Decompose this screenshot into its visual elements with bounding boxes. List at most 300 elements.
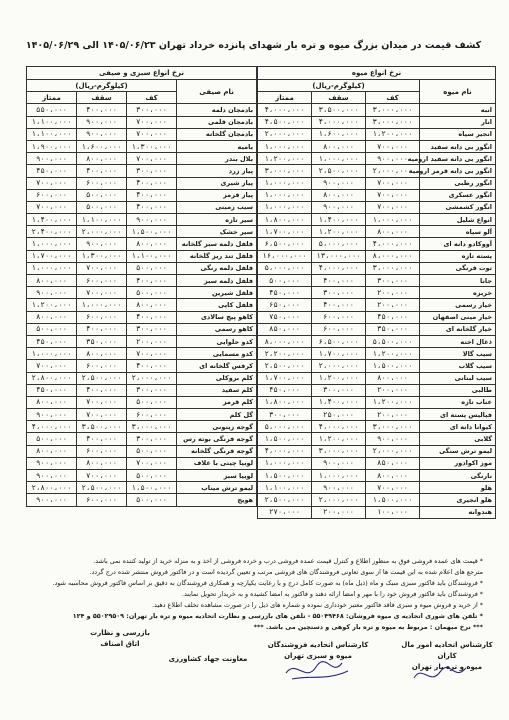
veg-name-cell: گل کلم bbox=[177, 409, 257, 421]
fruit-avg-price-cell: ۴۵۰،۰۰۰ bbox=[258, 287, 312, 299]
fruit-row bbox=[258, 177, 496, 189]
fruit-min-price-cell: ۳،۰۰۰،۰۰۰ bbox=[366, 421, 420, 433]
fruit-name-cell: خیار مینی اصفهان bbox=[420, 311, 496, 323]
veg-avg-price-cell: ۲،۸۰۰،۰۰۰ bbox=[27, 372, 77, 384]
veg-max-price-cell: ۷۰۰،۰۰۰ bbox=[77, 409, 127, 421]
fruit-max-price-cell: ۳،۰۰۰،۰۰۰ bbox=[312, 445, 366, 457]
fruit-row bbox=[258, 433, 496, 445]
fruit-min-price-cell: ۱،۵۰۰،۰۰۰ bbox=[366, 360, 420, 372]
veg-row bbox=[27, 372, 257, 384]
fruit-row bbox=[258, 189, 496, 201]
fruit-avg-price-cell: ۲،۰۰۰،۰۰۰ bbox=[258, 128, 312, 140]
fruit-avg-price-cell: ۵،۰۰۰،۰۰۰ bbox=[258, 262, 312, 274]
veg-min-price-cell: ۵۰۰،۰۰۰ bbox=[127, 396, 177, 408]
fruit-avg-price-cell: ۱،۰۰۰،۰۰۰ bbox=[258, 457, 312, 469]
veg-max-price-cell: ۴۰۰،۰۰۰ bbox=[77, 384, 127, 396]
fruit-min-price-cell: ۲۰۰،۰۰۰ bbox=[366, 299, 420, 311]
fruit-row bbox=[258, 116, 496, 128]
fruit-avg-price-cell: ۱۶،۰۰۰،۰۰۰ bbox=[258, 250, 312, 262]
veg-row bbox=[27, 238, 257, 250]
veg-avg-price-cell: ۱،۷۰۰،۰۰۰ bbox=[27, 250, 77, 262]
fruit-avg-price-cell: ۱،۱۰۰،۰۰۰ bbox=[258, 482, 312, 494]
veg-row bbox=[27, 189, 257, 201]
veg-avg-price-cell: ۶۰۰،۰۰۰ bbox=[27, 189, 77, 201]
veg-min-price-cell: ۷۰۰،۰۰۰ bbox=[127, 457, 177, 469]
fruit-min-price-cell: ۱،۲۰۰،۰۰۰ bbox=[366, 396, 420, 408]
veg-name-cell: بادمجان گلخانه bbox=[177, 128, 257, 140]
veg-row bbox=[27, 311, 257, 323]
veg-min-price-cell: ۳،۰۰۰،۰۰۰ bbox=[127, 421, 177, 433]
fruit-row bbox=[258, 262, 496, 274]
fruit-name-cell: هلو bbox=[420, 482, 496, 494]
veg-max-price-cell: ۹۰۰،۰۰۰ bbox=[77, 128, 127, 140]
veg-min-price-cell: ۸۰۰،۰۰۰ bbox=[127, 238, 177, 250]
veg-min-price-cell: ۱،۵۰۰،۰۰۰ bbox=[127, 226, 177, 238]
fruit-min-price-cell: ۳،۰۰۰،۰۰۰ bbox=[366, 104, 420, 116]
veg-avg-price-cell: ۱،۱۰۰،۰۰۰ bbox=[27, 116, 77, 128]
guild-chamber-label: اتاق اصناف bbox=[100, 640, 140, 648]
fruit-max-price-cell: ۹۰۰،۰۰۰ bbox=[312, 482, 366, 494]
fruit-max-price-cell: ۱،۴۰۰،۰۰۰ bbox=[312, 214, 366, 226]
agriculture-label: معاونت جهاد کشاورزی bbox=[168, 655, 248, 663]
fruit-row bbox=[258, 128, 496, 140]
fruit-max-price-cell: ۹۰۰،۰۰۰ bbox=[312, 201, 366, 213]
fruit-name-cell: انبه bbox=[420, 104, 496, 116]
veg-avg-price-cell: ۵۰۰،۰۰۰ bbox=[27, 433, 77, 445]
fruit-avg-price-cell: ۱،۷۰۰،۰۰۰ bbox=[258, 226, 312, 238]
veg-max-price-cell: ۷۰۰،۰۰۰ bbox=[77, 287, 127, 299]
fruit-max-price-cell: ۱،۲۰۰،۰۰۰ bbox=[312, 226, 366, 238]
veg-avg-price-cell: ۴۵۰،۰۰۰ bbox=[27, 335, 77, 347]
fruit-avg-price-cell: ۲،۵۰۰،۰۰۰ bbox=[258, 494, 312, 506]
fruit-avg-price-cell: ۸۵۰،۰۰۰ bbox=[258, 323, 312, 335]
fruit-row bbox=[258, 226, 496, 238]
veg-min-price-cell: ۵۰۰،۰۰۰ bbox=[127, 287, 177, 299]
veg-min-price-cell: ۱،۳۰۰،۰۰۰ bbox=[127, 140, 177, 152]
veg-max-price-cell: ۶۰۰،۰۰۰ bbox=[77, 311, 127, 323]
fruit-min-price-cell: ۸،۰۰۰،۰۰۰ bbox=[366, 250, 420, 262]
fruit-min-price-cell: ۳،۰۰۰،۰۰۰ bbox=[366, 262, 420, 274]
veg-max-price-cell: ۲،۵۰۰،۰۰۰ bbox=[77, 482, 127, 494]
fruit-name-cell: خربزه bbox=[420, 287, 496, 299]
fruit-min-price-cell: ۸۰۰،۰۰۰ bbox=[366, 372, 420, 384]
fruit-name-cell: پسته تازه bbox=[420, 250, 496, 262]
fruit-min-price-cell: ۹۰۰،۰۰۰ bbox=[366, 153, 420, 165]
veg-avg-price-cell: ۹۰۰،۰۰۰ bbox=[27, 287, 77, 299]
fruit-max-price-cell: ۴۰۰،۰۰۰ bbox=[312, 299, 366, 311]
veg-row bbox=[27, 262, 257, 274]
fruit-max-price-cell: ۸۰۰،۰۰۰ bbox=[312, 189, 366, 201]
veg-name-cell: پیاز شیری bbox=[177, 177, 257, 189]
veg-name-cell: بامیه bbox=[177, 140, 257, 152]
veg-min-price-cell: ۱،۱۰۰،۰۰۰ bbox=[127, 250, 177, 262]
veg-name-cell: پیاز قرمز bbox=[177, 189, 257, 201]
fruit-table-body bbox=[258, 104, 496, 518]
note-line: * فروشندگان باید فاکتور فروش خود را با مهر و امضا ارائه دهند و فاکتور به امضا کشیده و به خریدار تحویل نمایند. bbox=[181, 590, 483, 598]
veg-row bbox=[27, 494, 257, 506]
veg-avg-price-cell: ۱،۴۰۰،۰۰۰ bbox=[27, 214, 77, 226]
veg-avg-price-cell: ۸۰۰،۰۰۰ bbox=[27, 445, 77, 457]
fruit-name-cell: جانا bbox=[420, 275, 496, 287]
fruit-name-cell: گلابی bbox=[420, 433, 496, 445]
fruit-row bbox=[258, 275, 496, 287]
fruit-min-price-cell: ۱،۰۰۰،۰۰۰ bbox=[366, 214, 420, 226]
fruit-row bbox=[258, 214, 496, 226]
veg-row bbox=[27, 214, 257, 226]
veg-min-price-cell: ۵۰۰،۰۰۰ bbox=[127, 262, 177, 274]
veg-max-price-cell: ۴۰۰،۰۰۰ bbox=[77, 165, 127, 177]
fruit-avg-price-cell: ۴۵۰،۰۰۰ bbox=[258, 384, 312, 396]
fruit-max-price-cell: ۹۰۰،۰۰۰ bbox=[312, 177, 366, 189]
veg-row bbox=[27, 445, 257, 457]
fruit-avg-price-cell: ۶،۵۰۰،۰۰۰ bbox=[258, 238, 312, 250]
sellers-union-expert-label: کارشناس اتحادیه فروشندگان bbox=[267, 641, 369, 649]
signature-agriculture bbox=[158, 654, 258, 665]
veg-unit-header: (کیلوگرم-ریال) bbox=[27, 80, 177, 92]
fruit-row bbox=[258, 311, 496, 323]
veg-min-price-cell: ۴۰۰،۰۰۰ bbox=[127, 177, 177, 189]
note-line-premium: *** نرخ میهمان : مربوط به میوه و تره بار کوهی و دستچین می باشد. *** bbox=[253, 623, 483, 631]
veg-min-price-cell: ۳۰۰،۰۰۰ bbox=[127, 323, 177, 335]
veg-name-cell: کاهو رسمی bbox=[177, 323, 257, 335]
veg-max-price-cell: ۹۰۰،۰۰۰ bbox=[77, 238, 127, 250]
fruit-row bbox=[258, 140, 496, 152]
veg-name-cell: کاهو پیچ سالادی bbox=[177, 311, 257, 323]
veg-min-price-cell: ۳۰۰،۰۰۰ bbox=[127, 384, 177, 396]
fruit-max-price-cell: ۳،۵۰۰،۰۰۰ bbox=[312, 104, 366, 116]
fruit-max-price-cell: ۹۰۰،۰۰۰ bbox=[312, 457, 366, 469]
fruit-max-price-cell: ۱،۴۰۰،۰۰۰ bbox=[312, 396, 366, 408]
fruit-avg-price-cell: ۲۷۰،۰۰۰ bbox=[258, 506, 312, 518]
fruit-row bbox=[258, 323, 496, 335]
veg-max-price-cell: ۱،۶۰۰،۰۰۰ bbox=[77, 140, 127, 152]
veg-avg-price-cell: ۹۰۰،۰۰۰ bbox=[27, 457, 77, 469]
veg-max-price-cell: ۶۰۰،۰۰۰ bbox=[77, 360, 127, 372]
fruit-avg-price-cell: ۱،۷۰۰،۰۰۰ bbox=[258, 372, 312, 384]
veg-row bbox=[27, 335, 257, 347]
fruit-max-price-cell: ۲،۰۰۰،۰۰۰ bbox=[312, 360, 366, 372]
fruit-row bbox=[258, 238, 496, 250]
veg-name-cell: گوجه فرنگی بوته رس bbox=[177, 433, 257, 445]
fruit-name-cell: سیب لبنانی bbox=[420, 372, 496, 384]
fruit-max-price-cell: ۱،۷۰۰،۰۰۰ bbox=[312, 348, 366, 360]
fruit-min-price-cell: ۸۰۰،۰۰۰ bbox=[366, 470, 420, 482]
veg-max-price-cell: ۳۵۰،۰۰۰ bbox=[77, 335, 127, 347]
fruit-name-cell: هلو انجیری bbox=[420, 494, 496, 506]
veg-min-price-cell: ۹۰۰،۰۰۰ bbox=[127, 214, 177, 226]
fruit-row bbox=[258, 482, 496, 494]
veg-max-price-cell: ۹۰۰،۰۰۰ bbox=[77, 116, 127, 128]
fruit-name-cell: توت فرنگی bbox=[420, 262, 496, 274]
fruit-avg-price-cell: ۶۵۰،۰۰۰ bbox=[258, 299, 312, 311]
veg-name-cell: فلفل شیرین bbox=[177, 287, 257, 299]
veg-max-price-cell: ۱،۰۰۰،۰۰۰ bbox=[77, 299, 127, 311]
veg-avg-price-cell: ۹۰۰،۰۰۰ bbox=[27, 409, 77, 421]
veg-min-price-cell: ۳۰۰،۰۰۰ bbox=[127, 433, 177, 445]
fruit-avg-price-cell: ۱،۲۰۰،۰۰۰ bbox=[258, 153, 312, 165]
fruit-min-price-cell: ۴۵۰،۰۰۰ bbox=[366, 311, 420, 323]
fruit-name-cell: انواع شلیل bbox=[420, 214, 496, 226]
fruit-name-cell: انگور بی دانه سفید ارومیه bbox=[420, 153, 496, 165]
fruit-avg-price-cell: ۵۰۰،۰۰۰ bbox=[258, 275, 312, 287]
fruit-max-price-cell: ۴،۰۰۰،۰۰۰ bbox=[312, 262, 366, 274]
veg-name-cell: لوبیا چیتی با غلاف bbox=[177, 457, 257, 469]
fruit-avg-price-cell: ۳۰۰،۰۰۰ bbox=[258, 409, 312, 421]
veg-row bbox=[27, 348, 257, 360]
veg-min-price-cell: ۴۰۰،۰۰۰ bbox=[127, 275, 177, 287]
veg-row bbox=[27, 250, 257, 262]
veg-max-price-cell: ۲،۵۰۰،۰۰۰ bbox=[77, 372, 127, 384]
fruit-name-cell: انگور عسکری bbox=[420, 189, 496, 201]
veg-max-price-cell: ۴۰۰،۰۰۰ bbox=[77, 433, 127, 445]
veg-name-cell: هویج bbox=[177, 494, 257, 506]
veg-max-price-cell: ۶۰۰،۰۰۰ bbox=[77, 494, 127, 506]
fruit-max-price-cell: ۶۰۰،۰۰۰ bbox=[312, 323, 366, 335]
veg-max-price-cell: ۷۰۰،۰۰۰ bbox=[77, 396, 127, 408]
fruit-avg-price-cell: ۷۵۰،۰۰۰ bbox=[258, 311, 312, 323]
notes-section bbox=[30, 556, 483, 633]
fruit-avg-price-cell: ۲،۵۰۰،۰۰۰ bbox=[258, 360, 312, 372]
fruit-name-cell: انجیر سیاه bbox=[420, 128, 496, 140]
fruit-min-price-cell: ۸۰۰،۰۰۰ bbox=[366, 226, 420, 238]
fruit-name-cell: خیار گلخانه ای bbox=[420, 323, 496, 335]
veg-row bbox=[27, 275, 257, 287]
fruit-avg-price-cell: ۱،۵۰۰،۰۰۰ bbox=[258, 470, 312, 482]
veg-avg-price-cell: ۹۰۰،۰۰۰ bbox=[27, 153, 77, 165]
veg-max-price-cell: ۴۰۰،۰۰۰ bbox=[77, 104, 127, 116]
fruit-min-price-cell: ۲۰۰،۰۰۰ bbox=[366, 384, 420, 396]
fruit-row bbox=[258, 494, 496, 506]
fruit-name-cell: ذغال اخته bbox=[420, 335, 496, 347]
veg-avg-price-cell: ۴۵۰،۰۰۰ bbox=[27, 165, 77, 177]
fruit-avg-price-cell: ۴،۵۰۰،۰۰۰ bbox=[258, 116, 312, 128]
veg-row bbox=[27, 457, 257, 469]
veg-max-price-cell: ۶۰۰،۰۰۰ bbox=[77, 275, 127, 287]
fruit-max-price-cell: ۱،۶۰۰،۰۰۰ bbox=[312, 128, 366, 140]
fruit-avg-price-cell: ۴،۰۰۰،۰۰۰ bbox=[258, 104, 312, 116]
veg-name-cell: بلال بندر bbox=[177, 153, 257, 165]
veg-row bbox=[27, 177, 257, 189]
fruit-avg-price-cell: ۱،۰۰۰،۰۰۰ bbox=[258, 201, 312, 213]
veg-min-price-cell: ۱،۵۰۰،۰۰۰ bbox=[127, 482, 177, 494]
fruit-min-price-cell: ۳۵۰،۰۰۰ bbox=[366, 323, 420, 335]
fruit-min-price-cell: ۹۰۰،۰۰۰ bbox=[366, 433, 420, 445]
fruit-row bbox=[258, 201, 496, 213]
veg-max-price-cell: ۶۰۰،۰۰۰ bbox=[77, 177, 127, 189]
fruit-min-price-cell: ۸۵۰،۰۰۰ bbox=[366, 457, 420, 469]
veg-avg-price-cell: ۲،۴۰۰،۰۰۰ bbox=[27, 226, 77, 238]
veg-name-cell: سیر تازه bbox=[177, 214, 257, 226]
veg-min-price-cell: ۵۰۰،۰۰۰ bbox=[127, 445, 177, 457]
fruit-name-cell: کیوانا دانه ای bbox=[420, 421, 496, 433]
fruit-avg-price-cell: ۱،۵۰۰،۰۰۰ bbox=[258, 433, 312, 445]
veg-avg-price-cell: ۴۵۰،۰۰۰ bbox=[27, 384, 77, 396]
fruit-max-price-cell: ۱۳،۰۰۰،۰۰۰ bbox=[312, 250, 366, 262]
veg-name-cell: کدو حلوایی bbox=[177, 335, 257, 347]
fruit-max-price-cell: ۴۰۰،۰۰۰ bbox=[312, 275, 366, 287]
fruit-max-price-cell: ۴،۰۰۰،۰۰۰ bbox=[312, 116, 366, 128]
fruit-min-price-cell: ۲۰۰،۰۰۰ bbox=[366, 409, 420, 421]
veg-table-body bbox=[27, 104, 257, 506]
fruit-avg-price-cell: ۱،۰۰۰،۰۰۰ bbox=[258, 177, 312, 189]
fruit-max-price-cell: ۱،۰۰۰،۰۰۰ bbox=[312, 470, 366, 482]
fruit-row bbox=[258, 409, 496, 421]
inspection-label: بازرسی و نظارت bbox=[90, 629, 150, 637]
veg-max-price-cell: ۵۰۰،۰۰۰ bbox=[77, 201, 127, 213]
fruit-row bbox=[258, 470, 496, 482]
veg-row bbox=[27, 165, 257, 177]
veg-avg-price-cell: ۵۵۰،۰۰۰ bbox=[27, 104, 77, 116]
fruit-name-cell: سیب گلاب bbox=[420, 360, 496, 372]
veg-row bbox=[27, 323, 257, 335]
veg-row bbox=[27, 140, 257, 152]
veg-name-cell: کرفس گلخانه ای bbox=[177, 360, 257, 372]
fruit-name-cell: انگور کشمشی bbox=[420, 201, 496, 213]
veg-row bbox=[27, 470, 257, 482]
veg-min-price-cell: ۷۰۰،۰۰۰ bbox=[127, 153, 177, 165]
fruit-name-cell: خیار رسمی bbox=[420, 299, 496, 311]
veg-name-cell: کلم سفید bbox=[177, 384, 257, 396]
veg-max-price-cell: ۸۰۰،۰۰۰ bbox=[77, 153, 127, 165]
fruit-row bbox=[258, 360, 496, 372]
fruit-min-price-cell: ۱،۲۰۰،۰۰۰ bbox=[366, 348, 420, 360]
fruit-max-price-cell: ۱،۰۰۰،۰۰۰ bbox=[312, 153, 366, 165]
fruit-price-table bbox=[257, 66, 496, 519]
fruit-name-header: نام میوه bbox=[420, 80, 496, 104]
fruit-row bbox=[258, 348, 496, 360]
veg-name-cell: گوجه زیتونی bbox=[177, 421, 257, 433]
fruit-min-price-cell: ۷۰۰،۰۰۰ bbox=[366, 177, 420, 189]
fruit-min-price-cell: ۲،۰۰۰،۰۰۰ bbox=[366, 445, 420, 457]
veg-avg-price-cell: ۸۰۰،۰۰۰ bbox=[27, 275, 77, 287]
fruit-row bbox=[258, 335, 496, 347]
fruit-name-cell: نارنگی bbox=[420, 470, 496, 482]
fruit-avg-price-cell: ۲،۲۰۰،۰۰۰ bbox=[258, 348, 312, 360]
fruit-max-price-cell: ۲۵۰،۰۰۰ bbox=[312, 409, 366, 421]
note-line: * قیمت های عمده فروشی فوق به منظور اطلاع و کنترل قیمت عمده فروشی درب و خرده فروشی از اخذ و به منزله خرید از تولید کننده نمی باشد. bbox=[93, 557, 483, 565]
veg-avg-price-cell: ۷۰۰،۰۰۰ bbox=[27, 201, 77, 213]
veg-name-cell: سیب زمینی bbox=[177, 201, 257, 213]
fruit-avg-price-cell: ۱،۰۰۰،۰۰۰ bbox=[258, 189, 312, 201]
veg-min-price-cell: ۳۰۰،۰۰۰ bbox=[127, 104, 177, 116]
veg-max-header: سقف bbox=[77, 92, 127, 104]
fruit-min-price-cell: ۳۰۰،۰۰۰ bbox=[366, 275, 420, 287]
veg-avg-price-cell: ۹۰۰،۰۰۰ bbox=[27, 494, 77, 506]
fruit-name-cell: آووکادو دانه ای bbox=[420, 238, 496, 250]
veg-row bbox=[27, 116, 257, 128]
veg-name-cell: گوجه فرنگی گلخانه bbox=[177, 445, 257, 457]
veg-name-cell: بادمجان دلمه bbox=[177, 104, 257, 116]
veg-name-cell: سیر خشک bbox=[177, 226, 257, 238]
handwritten-signature-icon bbox=[410, 662, 470, 688]
veg-avg-price-cell: ۱،۰۰۰،۰۰۰ bbox=[27, 238, 77, 250]
veg-row bbox=[27, 153, 257, 165]
veg-max-price-cell: ۷۰۰،۰۰۰ bbox=[77, 470, 127, 482]
fruit-name-cell: لیمو ترش سنگی bbox=[420, 445, 496, 457]
fruit-max-price-cell: ۱،۲۰۰،۰۰۰ bbox=[312, 372, 366, 384]
veg-max-price-cell: ۳،۵۰۰،۰۰۰ bbox=[77, 421, 127, 433]
fruit-row bbox=[258, 457, 496, 469]
fruit-min-price-cell: ۷۰۰،۰۰۰ bbox=[366, 189, 420, 201]
veg-row bbox=[27, 433, 257, 445]
veg-row bbox=[27, 384, 257, 396]
signature-inspection bbox=[80, 628, 160, 650]
veg-name-cell: پیاز زرد bbox=[177, 165, 257, 177]
fruit-max-price-cell: ۶،۵۰۰،۰۰۰ bbox=[312, 335, 366, 347]
fruit-max-price-cell: ۵،۰۰۰،۰۰۰ bbox=[312, 238, 366, 250]
farmers-union-expert-label: کارشناس اتحادیه امور مال کاران bbox=[401, 641, 493, 660]
veg-row bbox=[27, 409, 257, 421]
fruit-avg-header: ممتاز bbox=[258, 92, 312, 104]
veg-avg-price-cell: ۸۰۰،۰۰۰ bbox=[27, 311, 77, 323]
document-title: کشف قیمت در میدان بزرگ میوه و تره بار شهدای پانزده خرداد تهران ۱۴۰۵/۰۶/۲۳ الی ۱۴۰۵/۰۶/۲۹ bbox=[25, 40, 482, 51]
veg-name-cell: کلم قرمز bbox=[177, 396, 257, 408]
veg-max-price-cell: ۵۰۰،۰۰۰ bbox=[77, 189, 127, 201]
veg-row bbox=[27, 299, 257, 311]
fruit-row bbox=[258, 250, 496, 262]
fruit-min-price-cell: ۴،۰۰۰،۰۰۰ bbox=[366, 238, 420, 250]
veg-name-cell: فلفل کاپی bbox=[177, 299, 257, 311]
fruit-row bbox=[258, 384, 496, 396]
fruit-row bbox=[258, 299, 496, 311]
fruit-min-price-cell: ۱۰۰،۰۰۰ bbox=[366, 506, 420, 518]
fruit-row bbox=[258, 506, 496, 518]
fruit-min-price-cell: ۳،۰۰۰،۰۰۰ bbox=[366, 116, 420, 128]
fruit-row bbox=[258, 445, 496, 457]
veg-min-price-cell: ۲،۰۰۰،۰۰۰ bbox=[127, 372, 177, 384]
veg-name-cell: فلفل دلمه سبز گلخانه bbox=[177, 238, 257, 250]
veg-min-price-cell: ۲۰۰،۰۰۰ bbox=[127, 335, 177, 347]
fruit-min-price-cell: ۱،۵۰۰،۰۰۰ bbox=[366, 494, 420, 506]
fruit-section-title: نرخ انواع میوه bbox=[258, 67, 496, 80]
fruit-name-cell: هندوانه bbox=[420, 506, 496, 518]
fruit-row bbox=[258, 153, 496, 165]
fruit-avg-price-cell: ۸،۰۰۰،۰۰۰ bbox=[258, 335, 312, 347]
veg-max-price-cell: ۴۰۰،۰۰۰ bbox=[77, 323, 127, 335]
veg-avg-price-cell: ۹۰۰،۰۰۰ bbox=[27, 470, 77, 482]
fruit-avg-price-cell: ۱،۸۰۰،۰۰۰ bbox=[258, 214, 312, 226]
fruit-max-header: سقف bbox=[312, 92, 366, 104]
veg-row bbox=[27, 360, 257, 372]
fruit-row bbox=[258, 287, 496, 299]
fruit-min-price-cell: ۲۰۰،۰۰۰ bbox=[366, 287, 420, 299]
veg-max-price-cell: ۲،۰۰۰،۰۰۰ bbox=[77, 226, 127, 238]
veg-max-price-cell: ۶۰۰،۰۰۰ bbox=[77, 445, 127, 457]
fruit-max-price-cell: ۳۰۰،۰۰۰ bbox=[312, 384, 366, 396]
fruit-name-cell: انار bbox=[420, 116, 496, 128]
veg-min-price-cell: ۷۰۰،۰۰۰ bbox=[127, 348, 177, 360]
fruit-max-price-cell: ۴،۰۰۰،۰۰۰ bbox=[312, 421, 366, 433]
veg-name-cell: فلفل تند ریز گلخانه bbox=[177, 250, 257, 262]
sellers-union-label: میوه و سبزی تهران bbox=[284, 652, 352, 660]
veg-row bbox=[27, 396, 257, 408]
veg-section-title: نرخ انواع سبزی و صیفی bbox=[27, 67, 257, 80]
veg-max-price-cell: ۱،۱۰۰،۰۰۰ bbox=[77, 214, 127, 226]
vegetable-price-table bbox=[26, 66, 257, 507]
fruit-avg-price-cell: ۳،۰۰۰،۰۰۰ bbox=[258, 165, 312, 177]
fruit-name-cell: آلو سیاه bbox=[420, 226, 496, 238]
fruit-max-price-cell: ۸۰۰،۰۰۰ bbox=[312, 140, 366, 152]
fruit-avg-price-cell: ۱،۸۰۰،۰۰۰ bbox=[258, 396, 312, 408]
veg-avg-price-cell: ۱،۱۰۰،۰۰۰ bbox=[27, 128, 77, 140]
fruit-row bbox=[258, 372, 496, 384]
fruit-min-price-cell: ۷۰۰،۰۰۰ bbox=[366, 201, 420, 213]
fruit-max-price-cell: ۲،۵۰۰،۰۰۰ bbox=[312, 165, 366, 177]
veg-avg-price-cell: ۱،۲۰۰،۰۰۰ bbox=[27, 299, 77, 311]
note-line: * از خرید و فروش میوه و سبزی فاقد فاکتور معتبر خودداری نموده و شماره های ذیل را در صورت مشاهده تخلف اطلاع دهید. bbox=[152, 601, 483, 609]
fruit-row bbox=[258, 421, 496, 433]
veg-min-price-cell: ۴۰۰،۰۰۰ bbox=[127, 360, 177, 372]
